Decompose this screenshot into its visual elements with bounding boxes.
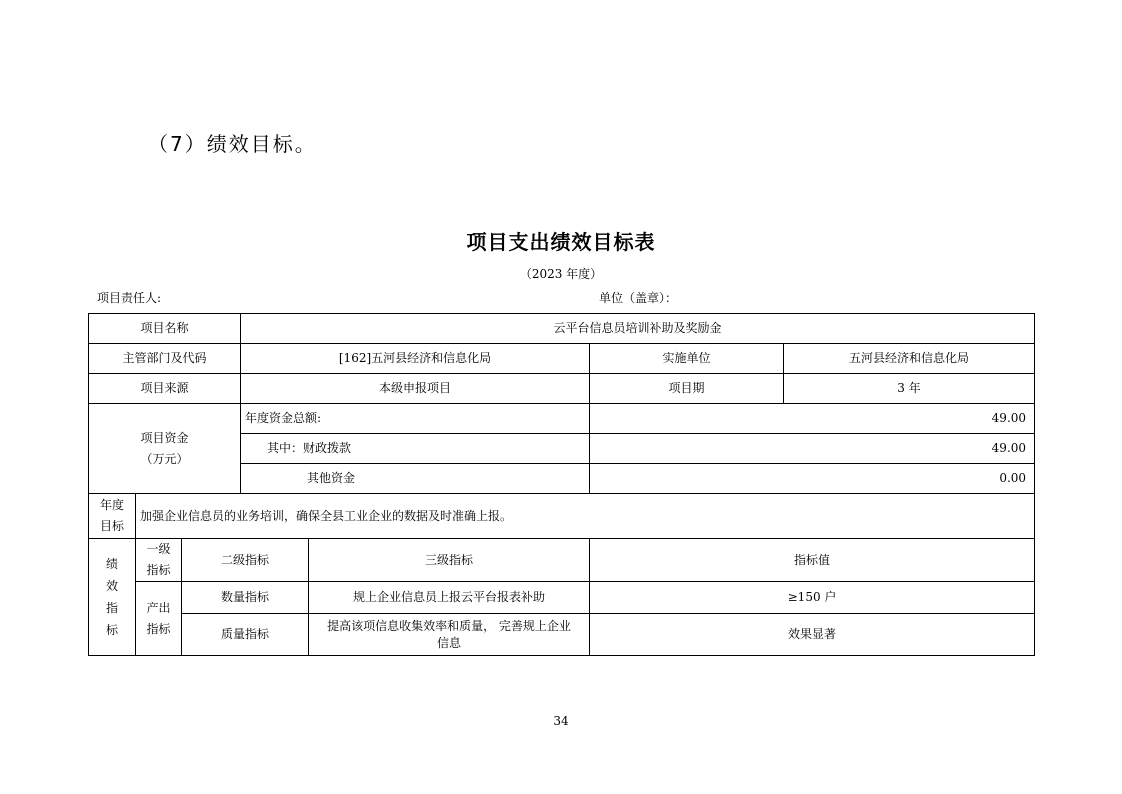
quality-detail-line2: 信息	[437, 635, 462, 650]
quality-indicator-detail	[309, 614, 590, 656]
impl-unit-label: 实施单位	[590, 344, 784, 374]
level1-header	[136, 539, 182, 582]
responsible-person-label: 项目责任人:	[97, 291, 162, 305]
table-row	[89, 344, 1035, 374]
quality-detail-line1: 提高该项信息收集效率和质量， 完善规上企业	[327, 618, 571, 633]
annual-goal-label-line2: 目标	[99, 519, 124, 533]
output-label-line2: 指标	[146, 621, 171, 636]
source-label: 项目来源	[89, 374, 241, 404]
total-funds-value: 49.00	[590, 404, 1035, 434]
total-funds-label: 年度资金总额:	[241, 404, 590, 434]
page-number: 34	[553, 714, 569, 728]
table-row	[89, 582, 1035, 614]
project-name-label: 项目名称	[89, 314, 241, 344]
source-value: 本级申报项目	[241, 374, 590, 404]
quality-indicator-label: 质量指标	[182, 614, 309, 656]
table-row	[89, 374, 1035, 404]
impl-unit-value: 五河县经济和信息化局	[784, 344, 1035, 374]
dept-value: [162]五河县经济和信息化局	[241, 344, 590, 374]
annual-goal-value: 加强企业信息员的业务培训，确保全县工业企业的数据及时准确上报。	[136, 494, 1035, 539]
quantity-indicator-value: ≥150 户	[590, 582, 1035, 614]
indicator-side-char: 效	[105, 579, 118, 593]
fiscal-funds-label: 其中：财政拨款	[241, 434, 590, 464]
performance-indicator-label	[89, 539, 136, 656]
table-row	[89, 314, 1035, 344]
quantity-indicator-label: 数量指标	[182, 582, 309, 614]
quality-indicator-value: 效果显著	[590, 614, 1035, 656]
level3-header: 三级指标	[309, 539, 590, 582]
funds-label-line1: 项目资金	[140, 430, 189, 445]
year-note: （2023 年度）	[519, 267, 603, 281]
table-row	[89, 404, 1035, 434]
indicator-side-char: 指	[105, 601, 118, 615]
output-indicator-label	[136, 582, 182, 656]
table-row	[89, 539, 1035, 582]
dept-label: 主管部门及代码	[89, 344, 241, 374]
indicator-side-char: 绩	[105, 557, 118, 571]
table-row	[89, 614, 1035, 656]
indicator-side-char: 标	[105, 623, 118, 637]
indicator-value-header: 指标值	[590, 539, 1035, 582]
performance-goal-table	[88, 313, 1035, 656]
table-title: 项目支出绩效目标表	[466, 230, 656, 254]
project-name-value: 云平台信息员培训补助及奖励金	[241, 314, 1035, 344]
annual-goal-label	[89, 494, 136, 539]
unit-seal-label: 单位（盖章）：	[599, 291, 678, 305]
level1-header-line2: 指标	[146, 563, 171, 577]
output-label-line1: 产出	[146, 600, 171, 615]
section-heading: （7）绩效目标。	[148, 132, 317, 156]
funds-label-line2: （万元）	[140, 451, 189, 466]
level1-header-line1: 一级	[146, 542, 171, 556]
level2-header: 二级指标	[182, 539, 309, 582]
funds-label	[89, 404, 241, 494]
other-funds-label: 其他资金	[241, 464, 590, 494]
quantity-indicator-detail: 规上企业信息员上报云平台报表补助	[309, 582, 590, 614]
period-value: 3 年	[784, 374, 1035, 404]
table-row	[89, 494, 1035, 539]
other-funds-value: 0.00	[590, 464, 1035, 494]
annual-goal-label-line1: 年度	[99, 498, 124, 512]
fiscal-funds-value: 49.00	[590, 434, 1035, 464]
period-label: 项目期	[590, 374, 784, 404]
